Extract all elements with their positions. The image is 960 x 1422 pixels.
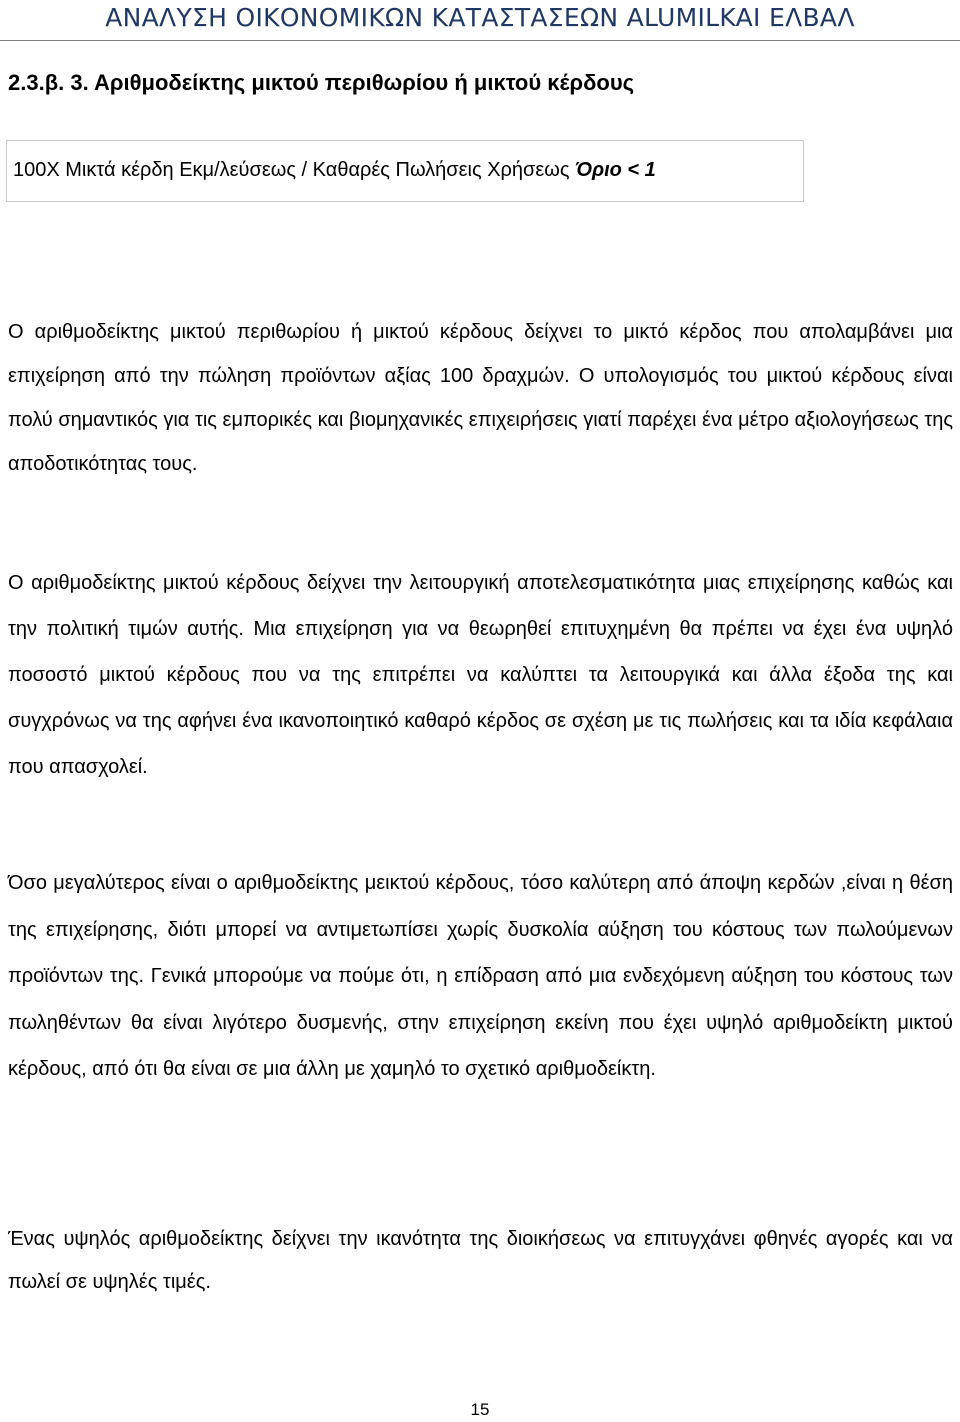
section-title: 2.3.β. 3. Αριθμοδείκτης μικτού περιθωρίου ή μικτού κέρδους	[8, 70, 635, 95]
paragraph-comparison: Όσο μεγαλύτερος είναι ο αριθμοδείκτης μεικτού κέρδους, τόσο καλύτερη από άποψη κερδών ,είναι η θέση της επιχείρησης, διότι μπορεί να αντιμετωπίσει χωρίς δυσκολία αύξηση του κόστους των πωλούμενων προϊόντων της. Γενικά μπορούμε να πούμε ότι, η επίδραση από μια ενδεχόμενη αύξηση του κόστους των πωληθέντων θα είναι λιγότερο δυσμενής, στην επιχείρηση εκείνη που έχει υψηλό αριθμοδείκτη μικτού κέρδους, από ότι θα είναι σε μια άλλη με χαμηλό το σχετικό αριθμοδείκτη.	[8, 872, 953, 1080]
paragraph-efficiency: Ο αριθμοδείκτης μικτού κέρδους δείχνει την λειτουργική αποτελεσματικότητα μιας επιχείρησης καθώς και την πολιτική τιμών αυτής. Μια επιχείρηση για να θεωρηθεί επιτυχημένη θα πρέπει να έχει ένα υψηλό ποσοστό μικτού κέρδους που να της επιτρέπει να καλύπτει τα λειτουργικά και άλλα έξοδα της και συγχρόνως να της αφήνει ένα ικανοποιητικό καθαρό κέρδος σε σχέση με τις πωλήσεις και τα ιδία κεφάλαια που απασχολεί.	[8, 572, 953, 778]
paragraph-conclusion: Ένας υψηλός αριθμοδείκτης δείχνει την ικανότητα της διοικήσεως να επιτυγχάνει φθηνές αγορές και να πωλεί σε υψηλές τιμές.	[8, 1228, 953, 1293]
page-number: 15	[470, 1400, 490, 1419]
formula-limit: Όριο < 1	[575, 159, 656, 181]
formula-box	[6, 140, 804, 202]
page-header: ΑΝΑΛΥΣΗ ΟΙΚΟΝΟΜΙΚΩΝ ΚΑΤΑΣΤΑΣΕΩΝ ALUMILKAI ΕΛΒΑΛ	[0, 0, 960, 41]
formula-text: 100Χ Μικτά κέρδη Εκμ/λεύσεως / Καθαρές Πωλήσεις Χρήσεως	[13, 159, 576, 181]
paragraph-definition: Ο αριθμοδείκτης μικτού περιθωρίου ή μικτού κέρδους δείχνει το μικτό κέρδος που απολαμβάνει μια επιχείρηση από την πώληση προϊόντων αξίας 100 δραχμών. Ο υπολογισμός του μικτού κέρδους είναι πολύ σημαντικός για τις εμπορικές και βιομηχανικές επιχειρήσεις γιατί παρέχει ένα μέτρο αξιολογήσεως της αποδοτικότητας τους.	[8, 321, 953, 475]
